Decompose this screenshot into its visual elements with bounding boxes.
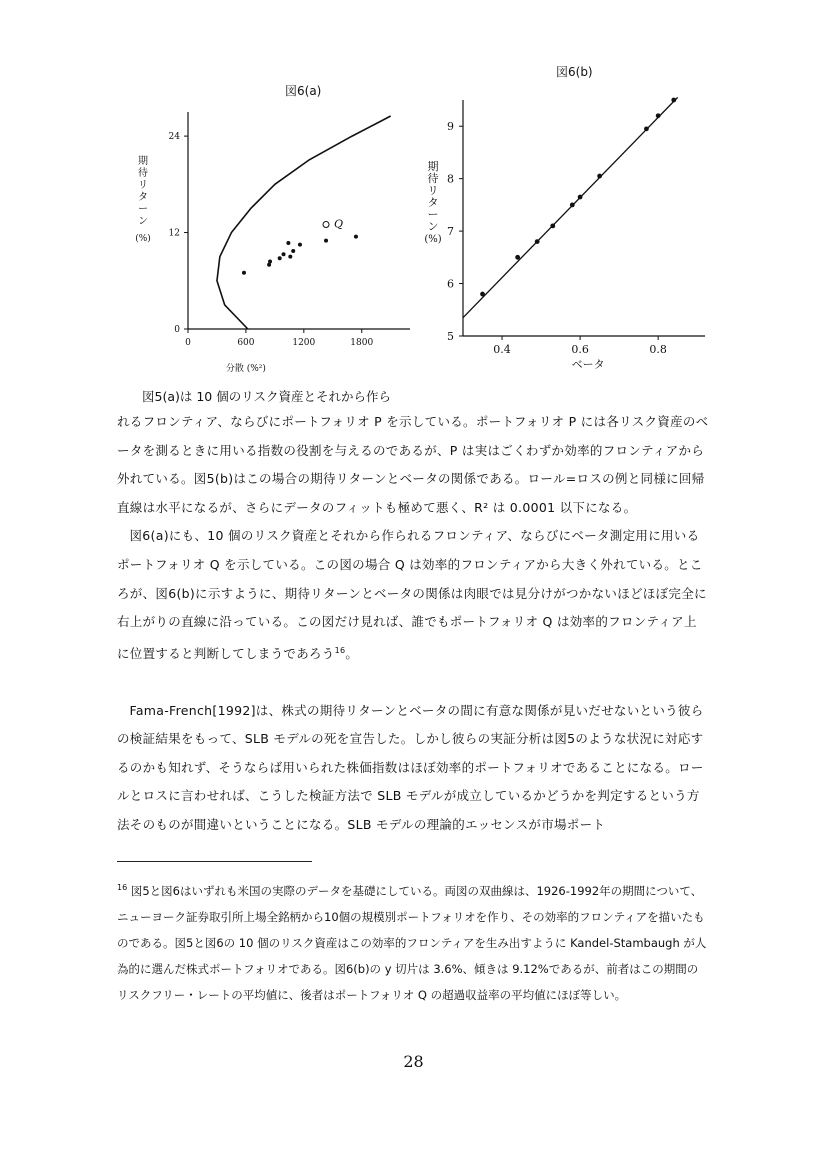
data-point bbox=[288, 255, 292, 259]
figure-b bbox=[415, 90, 715, 384]
data-point bbox=[535, 239, 540, 244]
data-point bbox=[671, 98, 676, 103]
data-point bbox=[282, 252, 286, 256]
page-number: 28 bbox=[403, 1052, 424, 1071]
footnote-text: 図5と図6はいずれも米国の実際のデータを基礎にしている。両図の双曲線は、1926-1992年の期間について、ニューヨーク証券取引所上場全銘柄から10個の規模別ポートフォリオを作り、その効率的フロンティアを描いたものである。図5と図6の 10 個のリスク資産はこの効率的フロンティアを生み出すように Kandel-Stambaugh が人為的に選んだ株式ポートフォリオである。図6(b)の y 切片は 3.6%、傾きは 9.12%であるが、前者はこの期間のリスクフリー・レートの平均値に、後者はポートフォリオ Q の超過収益率の平均値にほぼ等しい。 bbox=[117, 883, 707, 1002]
x-tick-label: 0.8 bbox=[649, 343, 667, 356]
y-tick-label: 6 bbox=[447, 277, 454, 291]
y-tick-label: 9 bbox=[447, 120, 454, 134]
y-tick-label: 12 bbox=[168, 228, 180, 239]
data-point bbox=[597, 174, 602, 179]
y-tick-label: 7 bbox=[447, 225, 454, 239]
data-point bbox=[578, 195, 583, 200]
data-point bbox=[570, 202, 575, 207]
y-tick-label: 0 bbox=[174, 325, 180, 335]
footnote-mark: 16 bbox=[117, 883, 128, 892]
paragraph-1: れるフロンティア、ならびにポートフォリオ P を示している。ポートフォリオ P には各リスク資産のベータを測るときに用いる指数の役割を与えるのであるが、P は実はごくわずか効率的フロンティアから外れている。図5(b)はこの場合の期待リターンとベータの関係である。ロール=ロスの例と同様に回帰直線は水平になるが、さらにデータのフィットも極めて悪く、R² は 0.0001 以下になる。 bbox=[117, 414, 709, 515]
y-axis-label-char: ー bbox=[427, 208, 439, 221]
data-point bbox=[324, 239, 328, 243]
figure-a-chart bbox=[120, 100, 420, 380]
y-axis-label-char: リ bbox=[427, 184, 439, 197]
y-tick-label: 8 bbox=[447, 172, 454, 186]
data-point bbox=[644, 126, 649, 131]
x-tick-label: 1800 bbox=[350, 338, 374, 348]
data-point bbox=[278, 256, 282, 260]
footnote-ref: 16 bbox=[334, 645, 346, 655]
data-point bbox=[291, 249, 295, 253]
x-axis-label: 分散 (%²) bbox=[225, 364, 266, 374]
y-axis-unit: (%) bbox=[135, 234, 151, 244]
figure-b-chart bbox=[415, 90, 715, 380]
data-point bbox=[550, 223, 555, 228]
paragraph-2-text: 図6(a)にも、10 個のリスク資産とそれから作られるフロンティア、ならびにベータ測定用に用いるポートフォリオ Q を示している。この図の場合 Q は効率的フロンティアから大きく外れている。ところが、図6(b)に示すように、期待リターンとベータの関係は肉眼では見分けがつかないほどほぼ完全に右上がりの直線に沿っている。この図だけ見れば、誰でもポートフォリオ Q は効率的フロンティア上に位置すると判断してしまうであろう bbox=[117, 528, 707, 661]
y-axis-label-char: 待 bbox=[427, 172, 439, 185]
y-axis-label-char: リ bbox=[138, 180, 148, 191]
y-axis-label-char: 期 bbox=[138, 156, 148, 167]
y-axis-label-char: ン bbox=[138, 216, 148, 227]
footnote bbox=[117, 875, 709, 1008]
data-point bbox=[286, 241, 290, 245]
portfolio-q-point bbox=[323, 222, 329, 228]
data-point bbox=[480, 292, 485, 297]
x-tick-label: 0.6 bbox=[571, 343, 589, 356]
figure-a-title: 図6(a) bbox=[285, 84, 322, 98]
paragraph-3: Fama-French[1992]は、株式の期待リターンとベータの間に有意な関係が見いだせないという彼らの検証結果をもって、SLB モデルの死を宣告した。しかし彼らの実証分析は図5のような状況に対応するのかも知れず、そうならば用いられた株価指数はほぼ効率的ポートフォリオであることになる。ロールとロスに言わせれば、こうした検証方法で SLB モデルが成立しているかどうかを判定するという方法そのものが間違いということになる。SLB モデルの理論的エッセンスが市場ポート bbox=[117, 702, 704, 832]
figure-b-title: 図6(b) bbox=[556, 65, 593, 79]
data-point bbox=[354, 235, 358, 239]
x-tick-label: 600 bbox=[237, 338, 255, 348]
y-tick-label: 5 bbox=[447, 330, 454, 343]
footnote-divider bbox=[117, 861, 312, 862]
y-axis-unit: (%) bbox=[424, 234, 442, 245]
efficient-frontier bbox=[217, 116, 391, 329]
y-axis-label-char: タ bbox=[427, 196, 439, 209]
y-axis-label-char: タ bbox=[138, 192, 148, 203]
y-axis-label-char: 待 bbox=[138, 168, 148, 179]
paragraph-2-end: 。 bbox=[345, 645, 359, 661]
x-tick-label: 1200 bbox=[292, 338, 316, 348]
data-point bbox=[515, 255, 520, 260]
y-axis-label-char: ン bbox=[427, 220, 439, 233]
data-point bbox=[242, 271, 246, 275]
x-tick-label: 0.4 bbox=[493, 343, 511, 356]
body-text bbox=[117, 408, 709, 839]
y-axis-label-char: ー bbox=[138, 204, 148, 215]
y-axis-label-char: 期 bbox=[427, 160, 439, 173]
data-point bbox=[298, 243, 302, 247]
y-tick-label: 24 bbox=[168, 132, 180, 143]
figure-a bbox=[120, 100, 420, 384]
body-first-line: 図5(a)は 10 個のリスク資産とそれから作ら bbox=[142, 389, 391, 404]
data-point bbox=[268, 259, 272, 263]
portfolio-q-label: Q bbox=[334, 217, 344, 231]
x-axis-label: ベータ bbox=[571, 358, 605, 371]
data-point bbox=[656, 113, 661, 118]
paragraph-2 bbox=[117, 522, 709, 668]
x-tick-label: 0 bbox=[185, 338, 191, 348]
